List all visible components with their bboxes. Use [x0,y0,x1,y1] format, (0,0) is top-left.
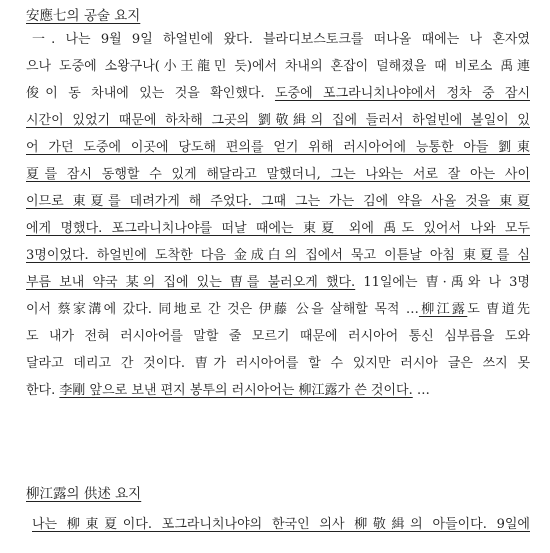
text-line: 부름 보내 약국 某의 집에 있는 曺를 불러오게 했다. 11일에는 曺·禹와 나 3명 [26,275,530,290]
text-line: 도 내가 전혀 러시아어를 말할 줄 모르기 때문에 러시아어 통신 심부름을 도와 [26,329,530,344]
text-line: 이서 蔡家溝에 갔다. 同地로 간 것은 伊藤 公을 살해할 목적 …柳江露도 曺道先 [26,302,530,317]
text-line: 俊이 동 차내에 있는 것을 확인했다. 도중에 포그라니치나야에서 정차 중 잠시 [26,86,530,101]
text-line: 이므로 東夏를 데려가게 해 주었다. 그때 그는 가는 김에 약을 사올 것을 東夏 [26,194,530,209]
text-line: 3명이었다. 하얼빈에 도착한 다음 金成白의 집에서 묵고 이튿날 아침 東夏를 심 [26,248,530,263]
text-line: 시간이 있었기 때문에 하차해 그곳의 劉敬緝의 집에 들러서 하얼빈에 볼일이 있 [26,113,530,128]
text-line: 한다. 李剛 앞으로 보낸 편지 봉투의 러시아어는 柳江露가 쓴 것이다. … [26,383,430,398]
text-line: 夏를 잠시 동행할 수 있게 해달라고 말했더니, 그는 나와는 서로 잘 아는 사이 [26,167,530,182]
section-heading: 安應七의 공술 요지 [26,8,141,24]
text-line: 달라고 데리고 간 것이다. 曺가 러시아어를 할 수 있지만 러시아 글은 쓰지 못 [26,356,530,371]
text-line: 一. 나는 9월 9일 하얼빈에 왔다. 블라디보스토크를 떠나올 때에는 나 혼자였 [32,32,530,47]
section-heading: 柳江露의 供述 요지 [26,486,142,502]
text-line: 나는 柳東夏이다. 포그라니치나야의 한국인 의사 柳敬緝의 아들이다. 9일에 [32,517,530,532]
text-line: 으나 도중에 소왕구나(小王龍민 듯)에서 차내의 혼잡이 덜해졌을 때 비로소 禹連 [26,59,530,74]
text-line: 에게 명했다. 포그라니치나야를 떠날 때에는 東夏 외에 禹도 있어서 나와 모두 [26,221,530,236]
text-line: 어 가던 도중에 이곳에 당도해 편의를 얻기 위해 러시아어에 능통한 아들 劉東 [26,140,530,155]
